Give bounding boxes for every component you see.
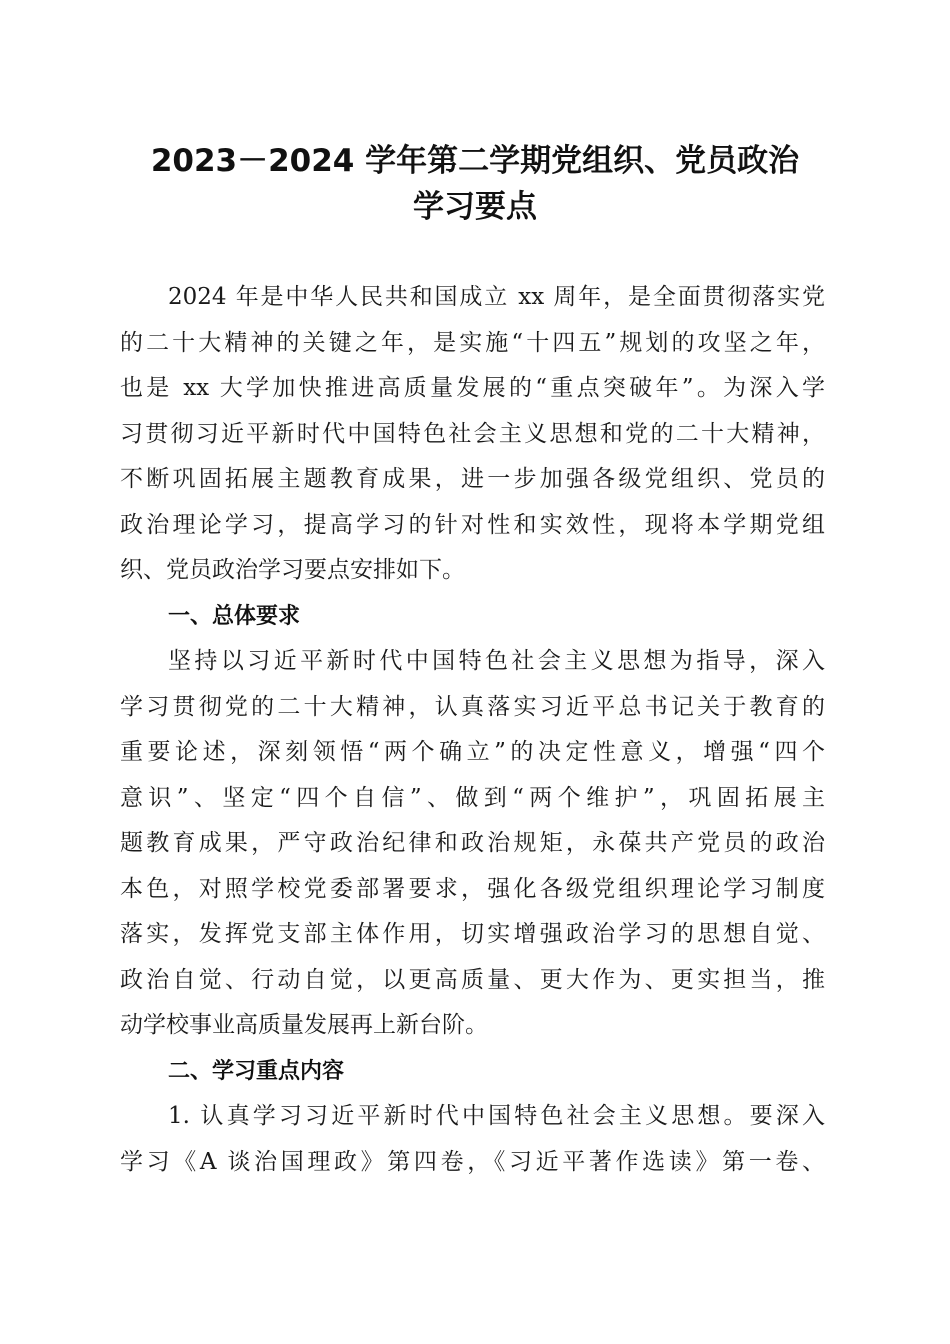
section1-line: 学习贯彻党的二十大精神，认真落实习近平总书记关于教育的 [120, 693, 825, 720]
intro-line: 也是 xx 大学加快推进高质量发展的“重点突破年”。为深入学 [120, 375, 825, 401]
section2-line: 1. 认真学习习近平新时代中国特色社会主义思想。要深入 [168, 1103, 825, 1129]
section-heading-key-content: 二、学习重点内容 [168, 1058, 345, 1084]
intro-line: 织、党员政治学习要点安排如下。 [120, 557, 465, 583]
intro-line: 2024 年是中华人民共和国成立 xx 周年，是全面贯彻落实党 [168, 284, 825, 310]
section1-line: 题教育成果，严守政治纪律和政治规矩，永葆共产党员的政治 [120, 830, 825, 856]
intro-line: 的二十大精神的关键之年，是实施“十四五”规划的攻坚之年， [120, 329, 825, 356]
document-body [120, 275, 825, 1185]
document-title [100, 138, 850, 230]
intro-line: 习贯彻习近平新时代中国特色社会主义思想和党的二十大精神， [120, 420, 825, 447]
section1-line: 政治自觉、行动自觉，以更高质量、更大作为、更实担当，推 [120, 966, 825, 993]
section2-line: 学习《A 谈治国理政》第四卷，《习近平著作选读》第一卷、 [120, 1148, 825, 1175]
section1-line: 本色，对照学校党委部署要求，强化各级党组织理论学习制度 [120, 875, 825, 902]
section1-line: 动学校事业高质量发展再上新台阶。 [120, 1012, 488, 1038]
intro-line: 政治理论学习，提高学习的针对性和实效性，现将本学期党组 [120, 511, 825, 538]
intro-line: 不断巩固拓展主题教育成果，进一步加强各级党组织、党员的 [120, 466, 825, 492]
section1-line: 重要论述，深刻领悟“两个确立”的决定性意义，增强“四个 [120, 739, 825, 765]
section1-line: 落实，发挥党支部主体作用，切实增强政治学习的思想自觉、 [120, 921, 825, 947]
section1-line: 意识”、坚定“四个自信”、做到“两个维护”，巩固拓展主 [120, 784, 825, 811]
title-line-1: 2023－2024 学年第二学期党组织、党员政治 [150, 143, 800, 179]
title-line-2: 学习要点 [413, 189, 537, 225]
section1-line: 坚持以习近平新时代中国特色社会主义思想为指导，深入 [168, 648, 825, 674]
section-heading-general-requirements: 一、总体要求 [168, 603, 301, 629]
